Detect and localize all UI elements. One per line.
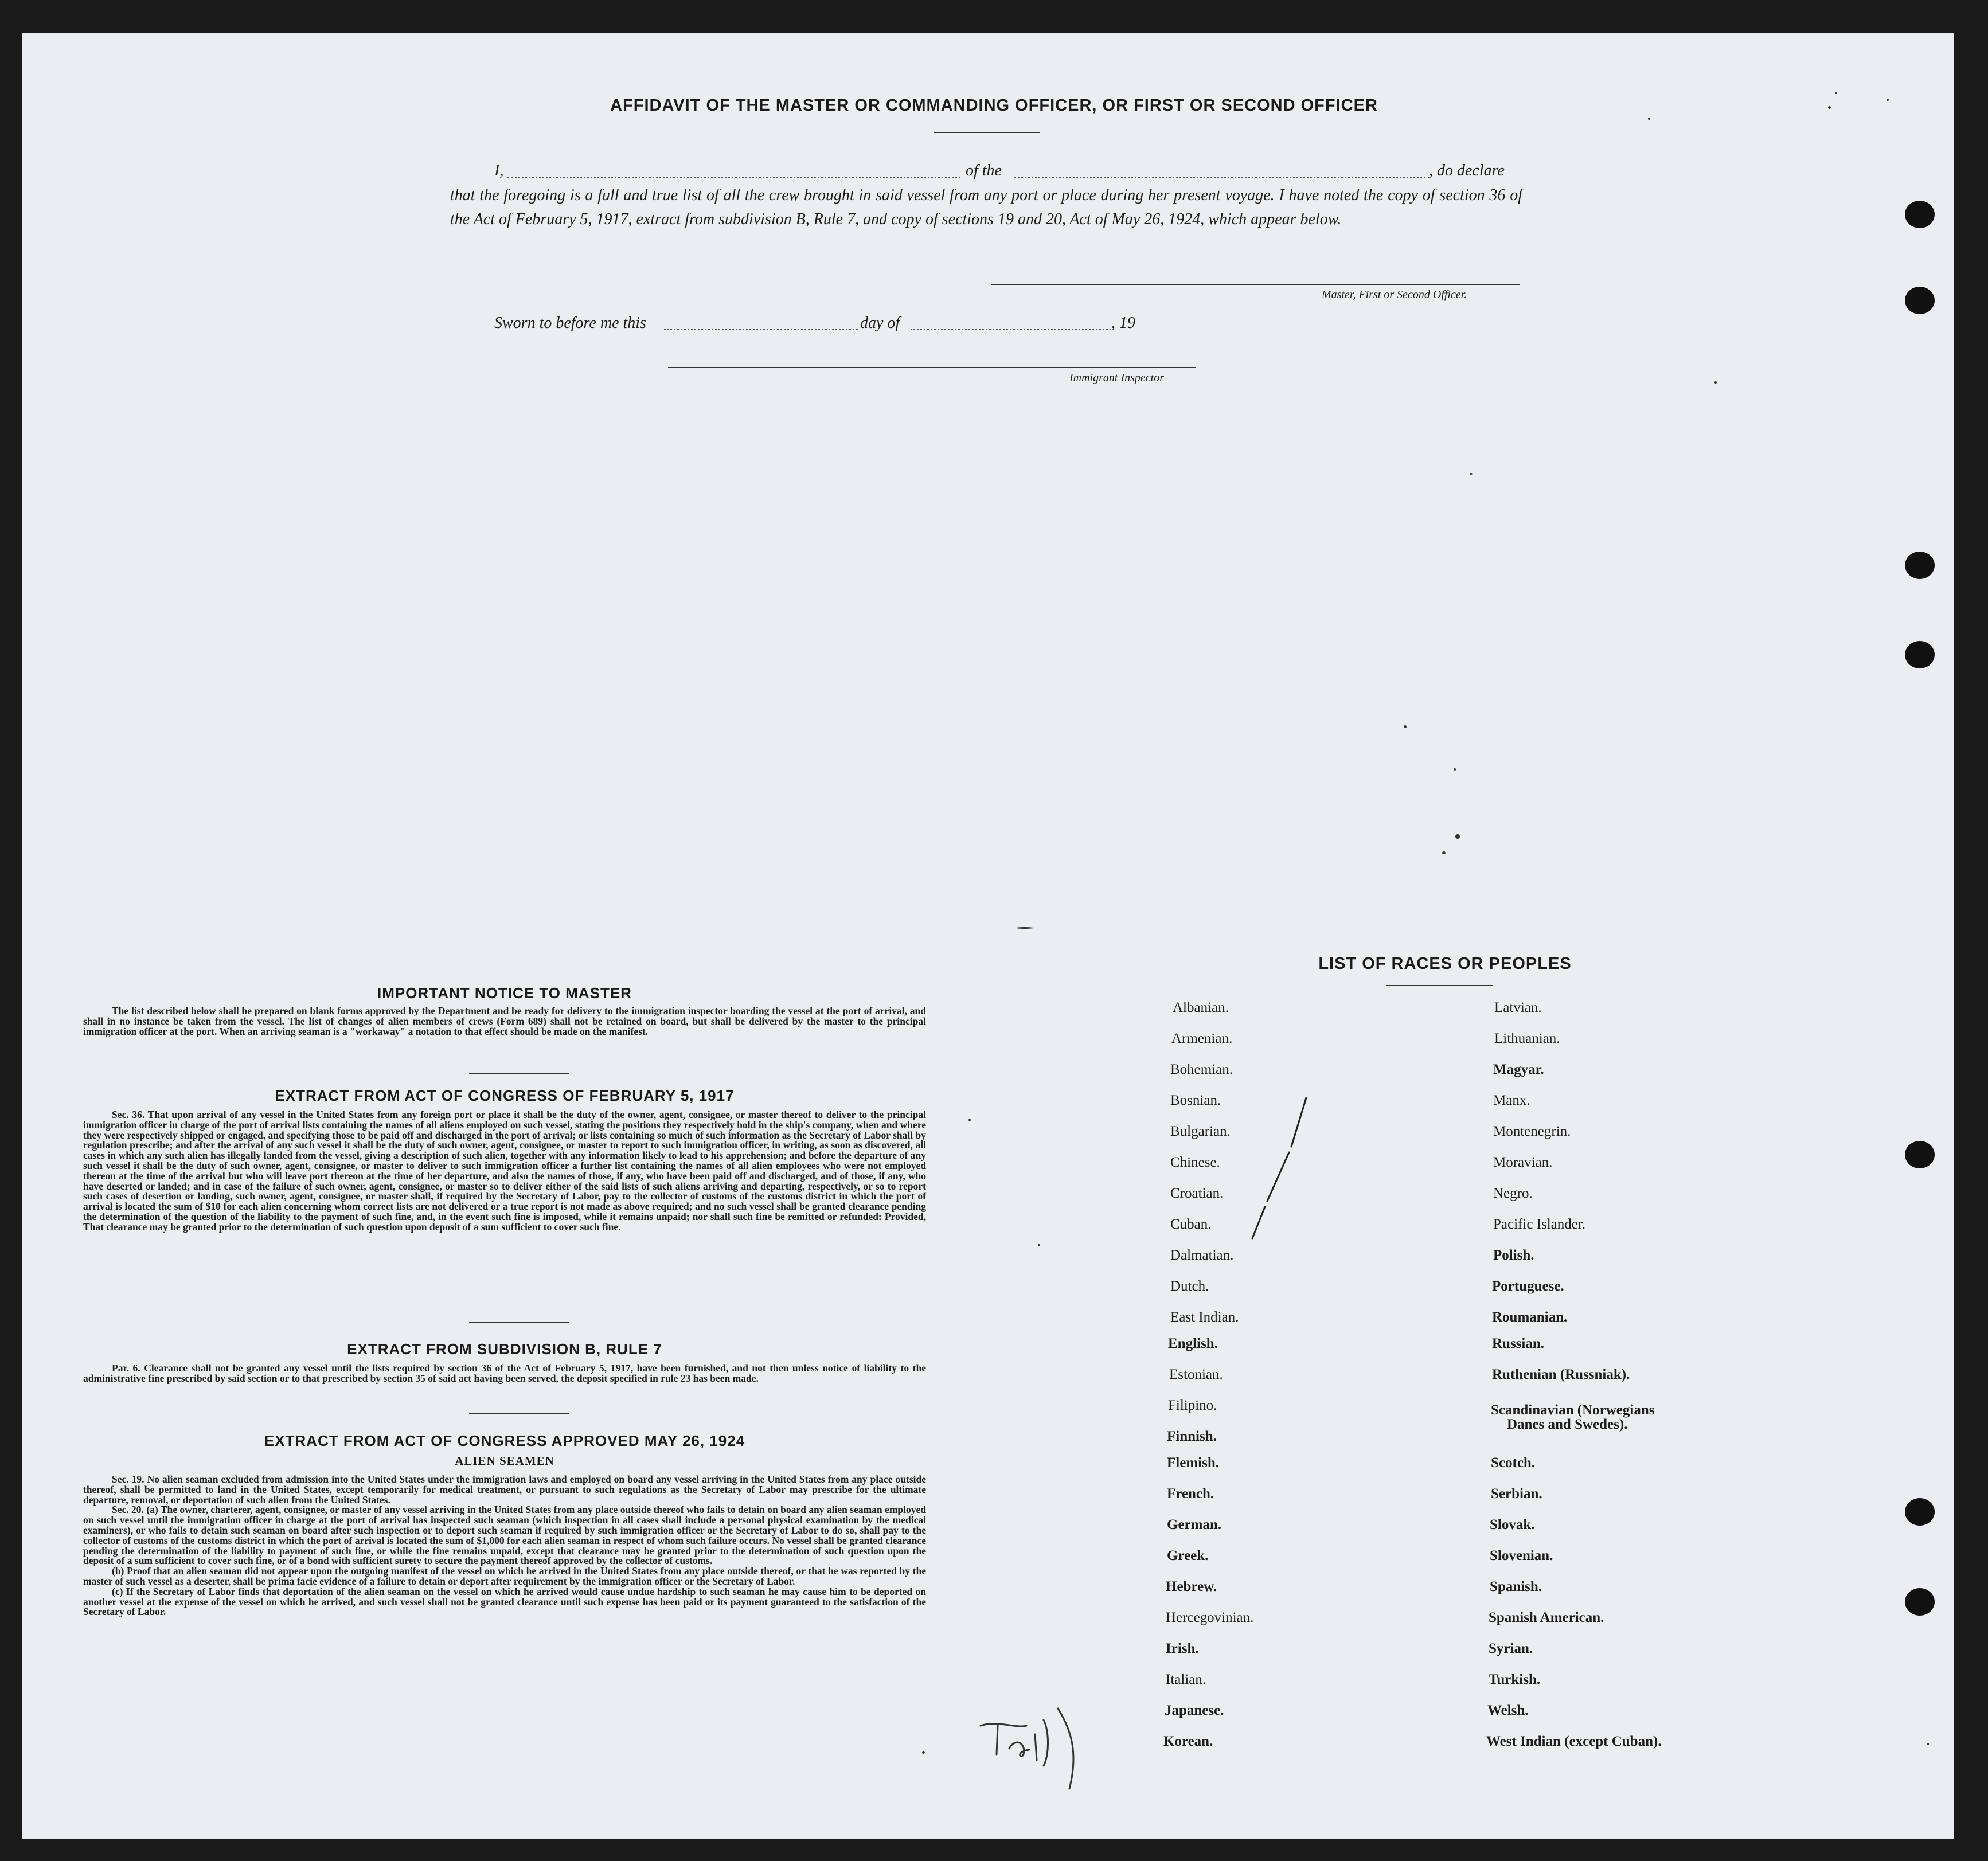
race-item: Serbian. xyxy=(1491,1486,1542,1502)
race-item: Spanish American. xyxy=(1489,1610,1604,1625)
race-item: Spanish. xyxy=(1490,1579,1542,1594)
title-underline xyxy=(934,132,1040,133)
inspector-signature-line[interactable] xyxy=(668,367,1196,368)
race-item: Magyar. xyxy=(1493,1062,1544,1077)
speck xyxy=(968,1119,971,1121)
extract-1924-title: EXTRACT FROM ACT OF CONGRESS APPROVED MAY 26, 1924 xyxy=(264,1432,745,1449)
race-item: Moravian. xyxy=(1493,1155,1553,1170)
race-item: Lithuanian. xyxy=(1494,1031,1560,1046)
race-item: Turkish. xyxy=(1489,1672,1541,1687)
race-item: Bohemian. xyxy=(1170,1062,1233,1077)
race-item: East Indian. xyxy=(1170,1309,1239,1325)
race-item: Ruthenian (Russniak). xyxy=(1492,1367,1630,1382)
speck xyxy=(1016,927,1033,929)
handwritten-initials xyxy=(963,1674,1164,1794)
of-the-label: of the xyxy=(966,162,1002,179)
race-item: Italian. xyxy=(1166,1672,1206,1687)
pen-stroke-mark xyxy=(1244,1095,1313,1244)
extract-rule7-title: EXTRACT FROM SUBDIVISION B, RULE 7 xyxy=(347,1340,662,1358)
race-item: West Indian (except Cuban). xyxy=(1486,1734,1662,1749)
punch-hole xyxy=(1905,201,1935,228)
section-20c-paragraph: (c) If the Secretary of Labor finds that deportation of the alien seaman on the vessel on which he arrived would cause undue hardship to such seaman he may cause him to be deported on another vessel at the expense of the vessel on which he arrived, and such vessel shall not be granted clearance until such expense has been paid or its payment guaranteed to the satisfaction of the Secretary of Labor. xyxy=(83,1585,926,1618)
notice-title: IMPORTANT NOTICE TO MASTER xyxy=(377,984,632,1002)
race-item: Croatian. xyxy=(1170,1186,1224,1201)
speck xyxy=(1714,381,1717,384)
race-item: Manx. xyxy=(1493,1093,1530,1108)
race-item: Chinese. xyxy=(1170,1155,1220,1170)
speck xyxy=(1404,725,1407,728)
speck xyxy=(1470,473,1473,475)
race-item: Slovenian. xyxy=(1490,1548,1553,1563)
section-divider xyxy=(469,1413,569,1414)
race-item: Hebrew. xyxy=(1166,1579,1217,1594)
vessel-name-line[interactable] xyxy=(1014,177,1430,178)
race-item: Bosnian. xyxy=(1170,1093,1221,1108)
race-item: Syrian. xyxy=(1489,1641,1533,1656)
race-item: Filipino. xyxy=(1168,1398,1217,1413)
race-item: Irish. xyxy=(1166,1641,1199,1656)
race-item: Portuguese. xyxy=(1492,1279,1564,1294)
speck xyxy=(1038,1244,1040,1246)
signature-line[interactable] xyxy=(991,284,1520,285)
punch-hole xyxy=(1905,1498,1935,1526)
punch-hole xyxy=(1905,287,1935,314)
speck xyxy=(1648,118,1650,120)
section-20b-paragraph: (b) Proof that an alien seaman did not appear upon the outgoing manifest of the vessel on which he arrived in the United States from any place outside thereof, or that he was reported by the master of such vessel as a deserter, shall be prima facie evidence of a failure to detain or deport after requirement by the immigration officer or the Secretary of Labor. xyxy=(83,1565,926,1587)
race-item: Greek. xyxy=(1167,1548,1209,1563)
race-item: Finnish. xyxy=(1167,1429,1217,1444)
section-20a-paragraph: Sec. 20. (a) The owner, charterer, agent, consignee, or master of any vessel arriving in the United States from any place outside thereof who fails to detain on board any alien seaman employed on such vessel until the immigration officer in charge at the port of arrival has inspected such seaman (which inspection in all cases shall include a personal physical examination by the medical examiners), or who fails to detain such seaman on board after such inspection or to deport such seaman if required by such immigration officer or the Secretary of Labor to do so, shall pay to the collector of customs of the customs district in which the port of arrival is located the sum of $1,000 for each alien seaman in respect of whom such failure occurs. No vessel shall be granted clearance pending the determination of the liability to payment of such fine, or while the fine remains unpaid, except that clearance may be granted prior to the determination of such question upon the deposit of a sum sufficient to cover such fine, or of a bond with sufficient surety to secure the payment thereof approved by the collector of customs. xyxy=(83,1504,926,1567)
race-item: Pacific Islander. xyxy=(1493,1217,1586,1232)
race-item: Dalmatian. xyxy=(1170,1248,1234,1263)
race-item: Russian. xyxy=(1492,1336,1545,1351)
alien-seamen-subtitle: ALIEN SEAMEN xyxy=(455,1454,554,1468)
declarant-prefix: I, xyxy=(494,162,504,179)
races-title-underline xyxy=(1386,985,1493,986)
race-item: Estonian. xyxy=(1169,1367,1223,1382)
race-item: Armenian. xyxy=(1171,1031,1233,1046)
race-item: English. xyxy=(1168,1336,1218,1351)
punch-hole xyxy=(1905,1141,1935,1168)
punch-hole xyxy=(1905,552,1935,579)
par-6-paragraph: Par. 6. Clearance shall not be granted any vessel until the lists required by section 36 of the Act of February 5, 1917, have been furnished, and not then unless notice of liability to the administrative fine prescribed by said section or to that prescribed by section 35 of said act having been served, the deposit specified in rule 23 has been made. xyxy=(83,1362,926,1384)
race-item: Flemish. xyxy=(1167,1455,1219,1471)
race-item: Polish. xyxy=(1493,1248,1534,1263)
section-19-paragraph: Sec. 19. No alien seaman excluded from admission into the United States under the immigration laws and employed on board any vessel arriving in the United States from any place outside thereof, shall be permitted to land in the United States, except temporarily for medical treatment, or pursuant to such regulations as the Secretary of Labor may prescribe for the ultimate departure, removal, or deportation of such alien from the United States. xyxy=(83,1473,926,1506)
sworn-day-line[interactable] xyxy=(664,329,858,330)
speck xyxy=(1454,768,1456,771)
extract-1917-text xyxy=(83,1110,926,1233)
punch-hole xyxy=(1905,1588,1935,1616)
race-item: Slovak. xyxy=(1490,1517,1535,1532)
race-item: Bulgarian. xyxy=(1170,1124,1231,1139)
sworn-label: Sworn to before me this xyxy=(494,314,646,332)
race-item: Hercegovinian. xyxy=(1166,1610,1254,1625)
speck xyxy=(1442,851,1446,854)
day-of-label: day of xyxy=(860,314,900,332)
speck xyxy=(1835,92,1837,94)
sworn-month-line[interactable] xyxy=(911,329,1111,330)
race-item: Albanian. xyxy=(1173,1000,1229,1015)
race-item: Roumanian. xyxy=(1492,1309,1568,1325)
punch-hole xyxy=(1905,641,1935,668)
extract-1924-text xyxy=(83,1475,926,1617)
speck xyxy=(922,1751,925,1754)
affidavit-title: AFFIDAVIT OF THE MASTER OR COMMANDING OFFICER, OR FIRST OR SECOND OFFICER xyxy=(610,96,1378,115)
signature-caption: Master, First or Second Officer. xyxy=(1322,288,1467,301)
section-divider xyxy=(469,1322,569,1323)
notice-text xyxy=(83,1006,926,1037)
race-item: Dutch. xyxy=(1170,1279,1209,1294)
affidavit-body: that the foregoing is a full and true list of all the crew brought in said vessel from any port or place during her present voyage. I have noted the copy of section 36 of the Act of February 5, 1917, extract from subdivision B, Rule 7, and copy of sections 19 and 20, Act of May 26, 1924, which appear below. xyxy=(450,186,1522,228)
race-item: Latvian. xyxy=(1494,1000,1542,1015)
section-divider xyxy=(469,1073,569,1074)
declarant-name-line[interactable] xyxy=(507,177,960,178)
race-item: Negro. xyxy=(1493,1186,1533,1201)
race-item: Danes and Swedes). xyxy=(1507,1417,1628,1432)
declare-label: , do declare xyxy=(1429,162,1505,179)
extract-rule7-text xyxy=(83,1363,926,1384)
race-item: German. xyxy=(1167,1517,1222,1532)
race-item: Welsh. xyxy=(1487,1703,1529,1718)
race-item: Montenegrin. xyxy=(1493,1124,1571,1139)
race-item: Scandinavian (Norwegians xyxy=(1491,1402,1655,1418)
race-item: French. xyxy=(1167,1486,1214,1502)
race-item: Japanese. xyxy=(1165,1703,1224,1718)
speck xyxy=(1455,834,1460,839)
section-36-paragraph: Sec. 36. That upon arrival of any vessel in the United States from any foreign port or place it shall be the duty of the owner, agent, consignee, or master thereof to deliver to the principal immigration officer in charge of the port of arrival lists containing the names of all aliens employed on such vessel, stating the positions they respectively hold in the ship's company, when and where they were respectively shipped or engaged, and specifying those to be paid off and discharged in the port of arrival; or lists containing so much of such information as the Secretary of Labor shall by regulation prescribe; and after the arrival of any such vessel it shall be the duty of such owner, agent, consignee, or master to report to such immigration officer, in writing, as soon as discovered, all cases in which any such alien has illegally landed from the vessel, giving a description of such alien, together with any information likely to lead to his apprehension; and before the departure of any such vessel it shall be the duty of such owner, agent, consignee, or master to deliver to such immigration officer a further list containing the names of all alien employees who were not employed thereon at the time of the arrival but who will leave port thereon at the time of her departure, and also the names of those, if any, who have been paid off and discharged, and of those, if any, who have deserted or landed; and in case of the failure of such owner, agent, consignee, or master so to deliver either of the said lists of such aliens arriving and departing, respectively, or so to report such cases of desertion or landing, such owner, agent, consignee, or master shall, if required by the Secretary of Labor, pay to the collector of customs of the customs district in which the port of arrival is located the sum of $10 for each alien concerning whom correct lists are not delivered or a true report is not made as above required; and no such vessel shall be granted clearance pending the determination of the question of the liability to the payment of such fine, and, in the event such fine is imposed, while it remains unpaid; nor shall such fine be remitted or refunded: Provided, That clearance may be granted prior to the determination of such question upon deposit of a sum sufficient to cover such fine. xyxy=(83,1109,926,1233)
inspector-caption: Immigrant Inspector xyxy=(1069,372,1164,384)
races-title: LIST OF RACES OR PEOPLES xyxy=(1318,955,1572,973)
extract-1917-title: EXTRACT FROM ACT OF CONGRESS OF FEBRUARY 5, 1917 xyxy=(275,1087,735,1104)
speck xyxy=(1927,1743,1929,1745)
notice-paragraph: The list described below shall be prepared on blank forms approved by the Department and be ready for delivery to the immigration inspector boarding the vessel at the port of arrival, and shall in no instance be taken from the vessel. The list of changes of alien members of crews (Form 689) shall not be retained on board, but shall be delivered by the master to the principal immigration officer at the port. When an arriving seaman is a "workaway" a notation to that effect should be made on the manifest. xyxy=(83,1005,926,1037)
year-prefix: , 19 xyxy=(1111,314,1135,332)
race-item: Scotch. xyxy=(1491,1455,1536,1471)
race-item: Cuban. xyxy=(1170,1217,1212,1232)
race-item: Korean. xyxy=(1163,1734,1213,1749)
